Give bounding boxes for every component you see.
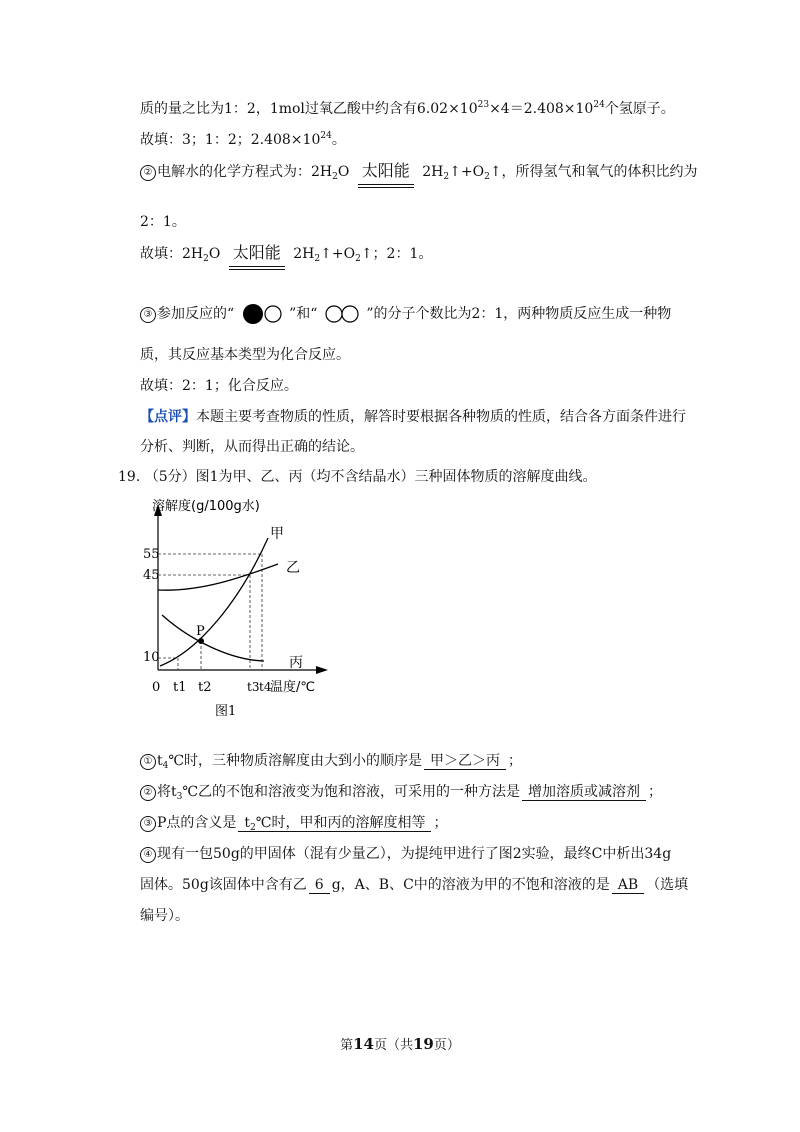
page-number: 14: [353, 1035, 374, 1053]
text: 将t: [157, 784, 177, 800]
reaction-condition: [229, 243, 285, 264]
circled-number: ①: [140, 754, 156, 770]
text: 分析、判断，从而得出正确的结论。: [140, 439, 364, 455]
question-text: （5分）图1为甲、乙、丙（均不含结晶水）三种固体物质的溶解度曲线。: [144, 469, 597, 485]
text: ↑+O: [449, 164, 485, 180]
text-line: [140, 345, 350, 365]
condition-label: 太阳能: [232, 243, 281, 262]
x-tick-label: t2: [198, 680, 212, 695]
text-line: [140, 243, 432, 264]
text: （选填: [646, 877, 689, 893]
review-tag: 【点评】: [140, 409, 196, 425]
answer-line: [140, 906, 189, 926]
text: 个氢原子。: [604, 101, 675, 117]
text: 故填：2：1；化合反应。: [140, 378, 298, 394]
x-tick-label: t3: [247, 680, 260, 694]
superscript: 24: [320, 131, 332, 141]
text: ×4＝2.408×10: [489, 101, 594, 117]
answer-line: [140, 813, 447, 833]
text: 故填：3；1：2；2.408×10: [140, 132, 321, 148]
y-axis: [154, 504, 162, 670]
x-axis-label: 温度/℃: [270, 680, 315, 695]
subscript: 3: [176, 792, 183, 802]
series-line-bing: [162, 615, 264, 661]
text: 故填：2H: [140, 246, 204, 262]
guide-lines: [158, 554, 262, 670]
figure-caption: 图1: [215, 704, 237, 719]
text: t: [244, 815, 251, 831]
x-axis-arrow: [316, 666, 328, 674]
subscript: 2: [443, 172, 450, 182]
text: g，A、B、C中的溶液为甲的不饱和溶液的是: [331, 877, 610, 893]
subscript: 2: [250, 823, 256, 833]
text: ↑；2：1。: [360, 246, 433, 262]
text: 。: [331, 132, 346, 148]
text: ↑+O: [320, 246, 356, 262]
text: ℃时，三种物质溶解度由大到小的顺序是: [168, 753, 423, 769]
text: 固体。50g该固体中含有乙: [140, 877, 307, 893]
text: 本题主要考查物质的性质，解答时要根据各种物质的性质，结合各方面条件进行: [196, 409, 686, 425]
subscript: 2: [332, 172, 338, 182]
molecule-icon-bonded-atoms: [239, 303, 285, 325]
text-line: [140, 99, 675, 119]
x-tick-label: t1: [173, 680, 187, 695]
text: 质的量之比为1：2，1mol过氧乙酸中约含有6.02×10: [140, 101, 478, 117]
circled-number: ③: [140, 307, 156, 323]
molecule-icon-diatomic: [322, 303, 362, 325]
text: 2：1。: [140, 214, 186, 230]
text: P点的含义是: [157, 815, 237, 831]
series-line-jia: [160, 538, 268, 666]
text: 参加反应的“: [157, 306, 235, 322]
y-tick-label: 55: [143, 547, 160, 562]
circled-number: ②: [140, 785, 156, 801]
footer-text: 第: [340, 1038, 354, 1053]
question-number: 19.: [118, 469, 141, 485]
text-line: [140, 161, 698, 182]
text: ℃乙的不饱和溶液变为饱和溶液，可采用的一种方法是: [182, 784, 521, 800]
subscript: 2: [355, 254, 361, 264]
text-line: [140, 212, 186, 232]
text: 2H: [293, 246, 315, 262]
point-label: P: [196, 624, 205, 639]
answer-blank: 增加溶质或减溶剂: [522, 784, 646, 801]
text: ”的分子个数比为2：1，两种物质反应生成一种物: [366, 306, 672, 322]
equals-bar: [229, 266, 285, 270]
text-line: [140, 303, 671, 325]
answer-line: [140, 782, 662, 802]
text: t: [157, 753, 163, 769]
text: 2H: [422, 164, 444, 180]
footer-text: 页（共: [373, 1038, 413, 1053]
x-tick-label: 0: [152, 680, 161, 695]
total-pages: 19: [413, 1035, 434, 1053]
series-label-jia: 甲: [270, 526, 284, 542]
subscript: 2: [484, 172, 490, 182]
answer-line: [140, 751, 522, 771]
subscript: 2: [314, 254, 321, 264]
reaction-condition: [358, 161, 414, 182]
series-label-yi: 乙: [286, 560, 300, 576]
circled-number: ④: [140, 847, 156, 863]
text: O: [337, 164, 350, 180]
text: 电解水的化学方程式为：2H: [157, 164, 333, 180]
subscript: 4: [162, 761, 169, 771]
text: ℃时，甲和丙的溶解度相等: [255, 815, 426, 831]
solubility-chart: [140, 490, 340, 730]
answer-line: [140, 875, 688, 895]
series-line-yi: [158, 564, 278, 590]
answer-blank: 6: [309, 877, 330, 894]
text: ；: [648, 784, 663, 800]
answer-blank: 甲＞乙＞丙: [424, 753, 506, 770]
y-axis-label: 溶解度(g/100g水): [152, 499, 260, 514]
text: ”和“: [289, 306, 318, 322]
text-line: [140, 407, 686, 427]
y-tick-label: 45: [143, 568, 160, 583]
condition-label: 太阳能: [361, 161, 410, 180]
x-tick-label: t4: [259, 680, 272, 694]
circled-number: ③: [140, 816, 156, 832]
text: ；: [508, 753, 523, 769]
text-line: [140, 376, 298, 396]
text: 质，其反应基本类型为化合反应。: [140, 347, 350, 363]
footer-text: 页）: [433, 1038, 460, 1053]
subscript: 2: [203, 254, 209, 264]
text: ；: [433, 815, 448, 831]
text: 编号）。: [140, 908, 189, 924]
text: 现有一包50g的甲固体（混有少量乙），为提纯甲进行了图2实验，最终C中析出34g: [157, 846, 672, 862]
question-line: [118, 467, 597, 487]
series-label-bing: 丙: [289, 655, 303, 671]
superscript: 23: [477, 100, 490, 110]
y-tick-label: 10: [143, 650, 160, 665]
text: ↑，所得氢气和氧气的体积比约为: [489, 164, 698, 180]
answer-line: [140, 844, 671, 864]
page-footer: [0, 1034, 800, 1053]
answer-blank: AB: [612, 877, 644, 894]
text: O: [208, 246, 221, 262]
superscript: 24: [593, 100, 605, 110]
text-line: [140, 437, 364, 457]
equals-bar: [358, 184, 414, 188]
circled-number: ②: [140, 165, 156, 181]
answer-blank: [238, 815, 431, 832]
text-line: [140, 130, 346, 150]
